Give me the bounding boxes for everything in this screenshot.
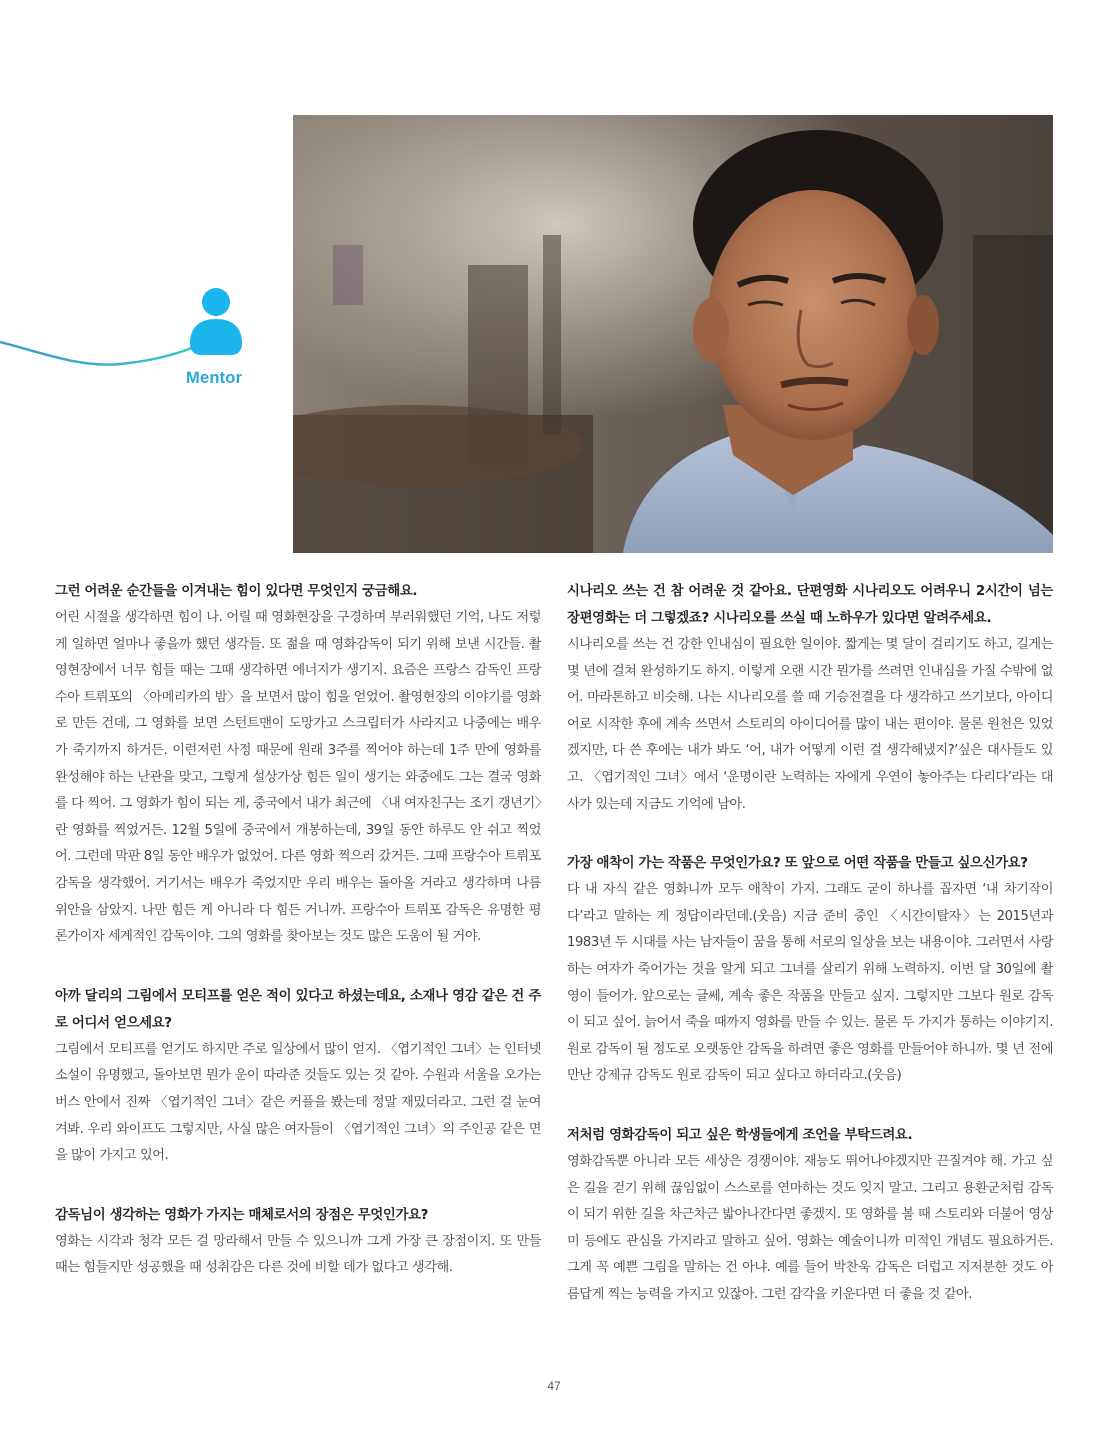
qa-section <box>55 578 541 951</box>
interview-answer: 시나리오를 쓰는 건 강한 인내심이 필요한 일이야. 짧게는 몇 달이 걸리기도 하고, 길게는 몇 년에 걸쳐 완성하기도 하지. 이렇게 오랜 시간 뭔가를 쓰려면 인내심을 가질 수밖에 없어. 마라톤하고 비슷해. 나는 시나리오를 쓸 때 기승전결을 다 생각하고 쓰기보다, 아이디어로 시작한 후에 계속 쓰면서 스토리의 아이디어를 많이 내는 편이야. 물론 원천은 있었겠지만, 다 쓴 후에는 내가 봐도 ‘어, 내가 어떻게 이런 걸 생각해냈지?’싶은 대사들도 있고. 〈엽기적인 그녀〉에서 ‘운명이란 노력하는 자에게 우연이 놓아주는 다리다’라는 대사가 있는데 지금도 기억에 남아. <box>567 637 1053 812</box>
interview-answer: 어린 시절을 생각하면 힘이 나. 어릴 때 영화현장을 구경하며 부러워했던 기억, 나도 저렇게 일하면 얼마나 좋을까 했던 생각들. 또 젊을 때 영화감독이 되기 위해 보낸 시간들. 촬영현장에서 너무 힘들 때는 그때 생각하면 에너지가 생기지. 요즘은 프랑스 감독인 프랑수아 트뤼포의 〈아메리카의 밤〉을 보면서 많이 힘을 얻었어. 촬영현장의 이야기를 영화로 만든 건데, 그 영화를 보면 스턴트맨이 도망가고 스크립터가 사라지고 나중에는 배우가 죽기까지 하거든. 이런저런 사정 때문에 원래 3주를 찍어야 하는데 1주 만에 영화를 완성해야 하는 난관을 맞고, 그렇게 설상가상 힘든 일이 생기는 와중에도 그는 결국 영화를 다 찍어. 그 영화가 힘이 되는 게, 중국에서 내가 최근에 〈내 여자친구는 조기 갱년기〉란 영화를 찍었거든. 12월 5일에 중국에서 개봉하는데, 39일 동안 하루도 안 쉬고 찍었어. 그런데 막판 8일 동안 배우가 없었어. 다른 영화 찍으러 갔거든. 그때 프랑수아 트뤼포 감독을 생각했어. 거기서는 배우가 죽었지만 우리 배우는 돌아올 거라고 생각하며 나름 위안을 삼았지. 나만 힘든 게 아니라 다 힘든 거니까. 프랑수아 트뤼포 감독은 유명한 평론가이자 세계적인 감독이야. 그의 영화를 찾아보는 것도 많은 도움이 될 거야. <box>55 610 541 945</box>
interview-answer: 영화는 시각과 청각 모든 걸 망라해서 만들 수 있으니까 그게 가장 큰 장점이지. 또 만들 때는 힘들지만 성공했을 때 성취감은 다른 것에 비할 데가 없다고 생각해. <box>55 1233 541 1276</box>
interview-answer: 영화감독뿐 아니라 모든 세상은 경쟁이야. 재능도 뛰어나야겠지만 끈질겨야 해. 가고 싶은 길을 걷기 위해 끊임없이 스스로를 연마하는 것도 잊지 말고. 그리고 용환군처럼 감독이 되기 위한 길을 차근차근 밟아나간다면 좋겠지. 또 영화를 볼 때 스토리와 더불어 영상미 등에도 관심을 가지라고 말하고 싶어. 영화는 예술이니까 미적인 개념도 필요하거든. 그게 꼭 예쁜 그림을 말하는 건 아냐. 예를 들어 박찬욱 감독은 더럽고 지저분한 것도 아름답게 찍는 능력을 가지고 있잖아. 그런 감각을 키운다면 더 좋을 것 같아. <box>567 1153 1053 1302</box>
qa-section <box>55 1202 541 1282</box>
director-portrait-photo <box>293 115 1053 553</box>
qa-section <box>567 1122 1053 1309</box>
page-number: 47 <box>547 1379 561 1393</box>
mentor-label: Mentor <box>186 369 243 387</box>
qa-section <box>55 983 541 1170</box>
interview-question: 그런 어려운 순간들을 이겨내는 힘이 있다면 무엇인지 궁금해요. <box>55 584 418 599</box>
qa-section <box>567 850 1053 1090</box>
interview-question: 저처럼 영화감독이 되고 싶은 학생들에게 조언을 부탁드려요. <box>567 1127 913 1143</box>
interview-question: 감독님이 생각하는 영화가 가지는 매체로서의 장점은 무엇인가요? <box>55 1207 429 1223</box>
interview-question: 시나리오 쓰는 건 참 어려운 것 같아요. 단편영화 시나리오도 어려우니 2시간이 넘는 장편영화는 더 그렇겠죠? 시나리오를 쓰실 때 노하우가 있다면 알려주세요. <box>567 584 1053 626</box>
interview-question: 가장 애착이 가는 작품은 무엇인가요? 또 앞으로 어떤 작품을 만들고 싶으신가요? <box>567 856 1028 872</box>
interview-right-column <box>567 578 1053 1340</box>
interview-left-column <box>55 578 541 1314</box>
interview-answer: 그림에서 모티프를 얻기도 하지만 주로 일상에서 많이 얻지. 〈엽기적인 그녀〉는 인터넷 소설이 유명했고, 돌아보면 뭔가 운이 따라준 것들도 있는 것 같아. 수원과 서울을 오가는 버스 안에서 진짜 〈엽기적인 그녀〉같은 커플을 봤는데 정말 재밌더라고. 그런 걸 눈여겨봐. 우리 와이프도 그렇지만, 사실 많은 여자들이 〈엽기적인 그녀〉의 주인공 같은 면을 많이 가지고 있어. <box>55 1041 541 1164</box>
interview-question: 아까 달리의 그림에서 모티프를 얻은 적이 있다고 하셨는데요, 소재나 영감 같은 건 주로 어디서 얻으세요? <box>55 988 541 1031</box>
qa-section <box>567 578 1053 818</box>
interview-answer: 다 내 자식 같은 영화니까 모두 애착이 가지. 그래도 굳이 하나를 꼽자면 ‘내 차기작이다’라고 말하는 게 정답이라던데.(웃음) 지금 준비 중인 〈시간이탈자〉는 2015년과 1983년 두 시대를 사는 남자들이 꿈을 통해 서로의 일상을 보는 내용이야. 그러면서 사랑하는 여자가 죽어가는 것을 알게 되고 그녀를 살리기 위해 노력하지. 이번 달 30일에 촬영이 들어가. 앞으로는 글쎄, 계속 좋은 작품을 만들고 싶지. 그렇지만 그보다 원로 감독이 되고 싶어. 늙어서 죽을 때까지 영화를 만들 수 있는. 물론 두 가지가 통하는 이야기지. 원로 감독이 될 정도로 오랫동안 감독을 하려면 좋은 영화를 만들어야 하니까. 몇 년 전에 만난 강제규 감독도 원로 감독이 되고 싶다고 하더라고.(웃음) <box>567 882 1053 1084</box>
person-icon <box>188 285 244 357</box>
